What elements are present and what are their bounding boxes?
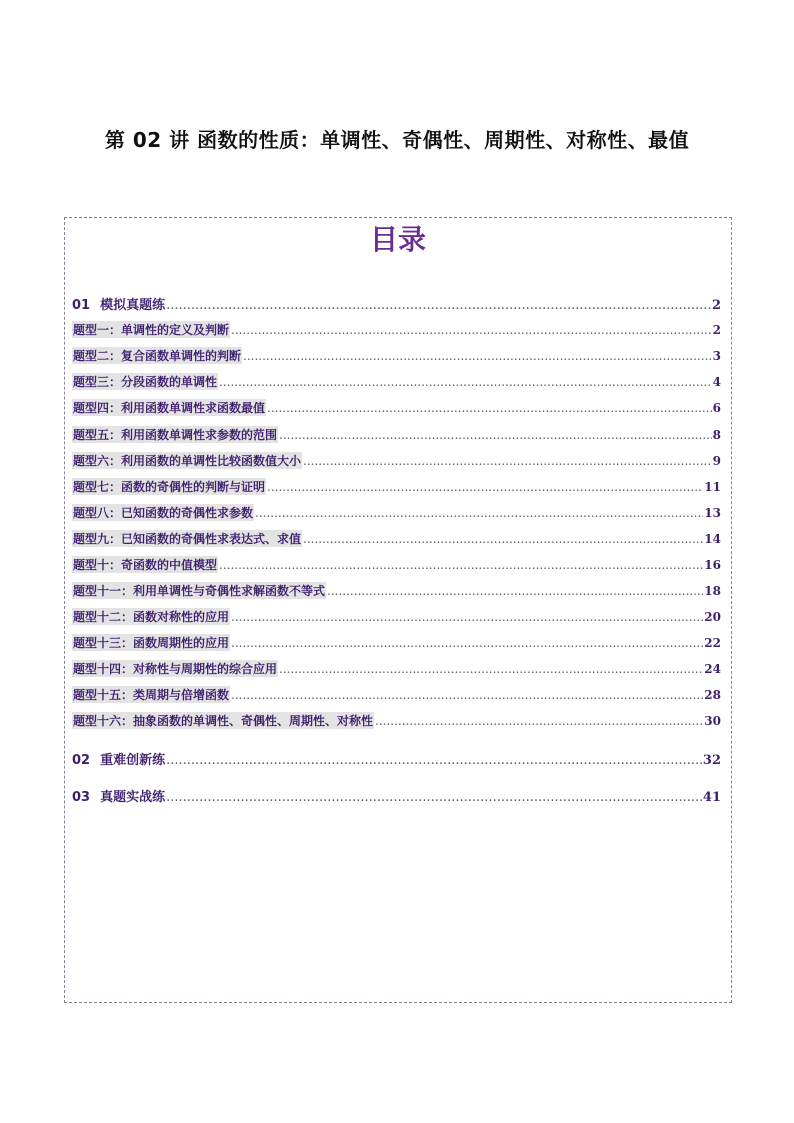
toc-item[interactable] (72, 321, 721, 338)
toc-page-number: 8 (712, 428, 721, 442)
toc-item[interactable] (72, 556, 721, 573)
toc-page-number: 14 (704, 532, 721, 546)
toc-leader-dots (231, 323, 712, 337)
toc-page-number: 4 (712, 375, 721, 389)
toc-page-number: 32 (702, 753, 721, 768)
toc-item[interactable] (72, 660, 721, 677)
toc-item[interactable] (72, 686, 721, 703)
toc-page-number: 28 (704, 688, 721, 702)
toc-leader-dots (166, 298, 711, 313)
toc-leader-dots (166, 753, 702, 768)
toc-item-label: 题型七：函数的奇偶性的判断与证明 (73, 480, 266, 494)
toc-item[interactable] (72, 504, 721, 521)
toc-leader-dots (231, 610, 703, 624)
toc-heading: 目录 (369, 223, 426, 256)
toc-item-label: 题型八：已知函数的奇偶性求参数 (73, 506, 254, 520)
toc-section-number: 03 (72, 790, 91, 805)
toc-item[interactable] (72, 608, 721, 625)
document-title: 第 02 讲 函数的性质：单调性、奇偶性、周期性、对称性、最值 (104, 128, 690, 152)
toc-page-number: 16 (704, 558, 721, 572)
toc-leader-dots (303, 454, 712, 468)
toc-section-label: 真题实战练 (100, 790, 166, 805)
toc-page-number: 18 (704, 584, 721, 598)
toc-item-label: 题型十一：利用单调性与奇偶性求解函数不等式 (73, 584, 326, 598)
toc-item[interactable] (72, 426, 721, 443)
toc-item[interactable] (72, 452, 721, 469)
toc-leader-dots (303, 532, 703, 546)
toc-page-number: 30 (704, 714, 721, 728)
toc-page-number: 22 (704, 636, 721, 650)
toc-leader-dots (279, 662, 703, 676)
toc-section-01[interactable] (72, 294, 721, 313)
toc-item[interactable] (72, 373, 721, 390)
toc-leader-dots (243, 349, 712, 363)
toc-leader-dots (231, 636, 703, 650)
toc-section-number: 01 (72, 298, 91, 313)
toc-page-number: 2 (712, 323, 721, 337)
toc-item-label: 题型十六：抽象函数的单调性、奇偶性、周期性、对称性 (73, 714, 374, 728)
toc-page-number: 2 (711, 298, 721, 313)
toc-section-number: 02 (72, 753, 91, 768)
toc-item-label: 题型十四：对称性与周期性的综合应用 (73, 662, 278, 676)
toc-item-label: 题型三：分段函数的单调性 (73, 375, 218, 389)
toc-item-label: 题型十三：函数周期性的应用 (73, 636, 230, 650)
toc-item-label: 题型九：已知函数的奇偶性求表达式、求值 (73, 532, 302, 546)
toc-item-label: 题型一：单调性的定义及判断 (73, 323, 230, 337)
toc-leader-dots (219, 558, 703, 572)
toc-page-number: 9 (712, 454, 721, 468)
toc-section-label: 模拟真题练 (100, 298, 166, 313)
toc-page-number: 11 (704, 480, 721, 494)
toc-item[interactable] (72, 582, 721, 599)
toc-section-02[interactable] (72, 749, 721, 768)
toc-leader-dots (375, 714, 703, 728)
toc-item-label: 题型十五：类周期与倍增函数 (73, 688, 230, 702)
table-of-contents (64, 217, 732, 1003)
toc-leader-dots (267, 401, 712, 415)
toc-item[interactable] (72, 712, 721, 729)
toc-section-label: 重难创新练 (100, 753, 166, 768)
toc-leader-dots (267, 480, 703, 494)
toc-page-number: 20 (704, 610, 721, 624)
toc-leader-dots (231, 688, 703, 702)
toc-item-label: 题型十二：函数对称性的应用 (73, 610, 230, 624)
toc-item[interactable] (72, 530, 721, 547)
toc-leader-dots (327, 584, 703, 598)
toc-item[interactable] (72, 634, 721, 651)
toc-section-03[interactable] (72, 786, 721, 805)
toc-page-number: 3 (712, 349, 721, 363)
toc-item[interactable] (72, 478, 721, 495)
toc-item-label: 题型六：利用函数的单调性比较函数值大小 (73, 454, 302, 468)
toc-item[interactable] (72, 347, 721, 364)
toc-page-number: 24 (704, 662, 721, 676)
toc-leader-dots (166, 790, 702, 805)
toc-item[interactable] (72, 399, 721, 416)
toc-item-label: 题型十：奇函数的中值模型 (73, 558, 218, 572)
toc-page-number: 13 (704, 506, 721, 520)
toc-leader-dots (219, 375, 712, 389)
toc-leader-dots (255, 506, 703, 520)
toc-item-label: 题型二：复合函数单调性的判断 (73, 349, 242, 363)
toc-item-label: 题型四：利用函数单调性求函数最值 (73, 401, 266, 415)
toc-page-number: 6 (712, 401, 721, 415)
toc-item-label: 题型五：利用函数单调性求参数的范围 (73, 428, 278, 442)
toc-page-number: 41 (702, 790, 721, 805)
toc-leader-dots (279, 428, 712, 442)
